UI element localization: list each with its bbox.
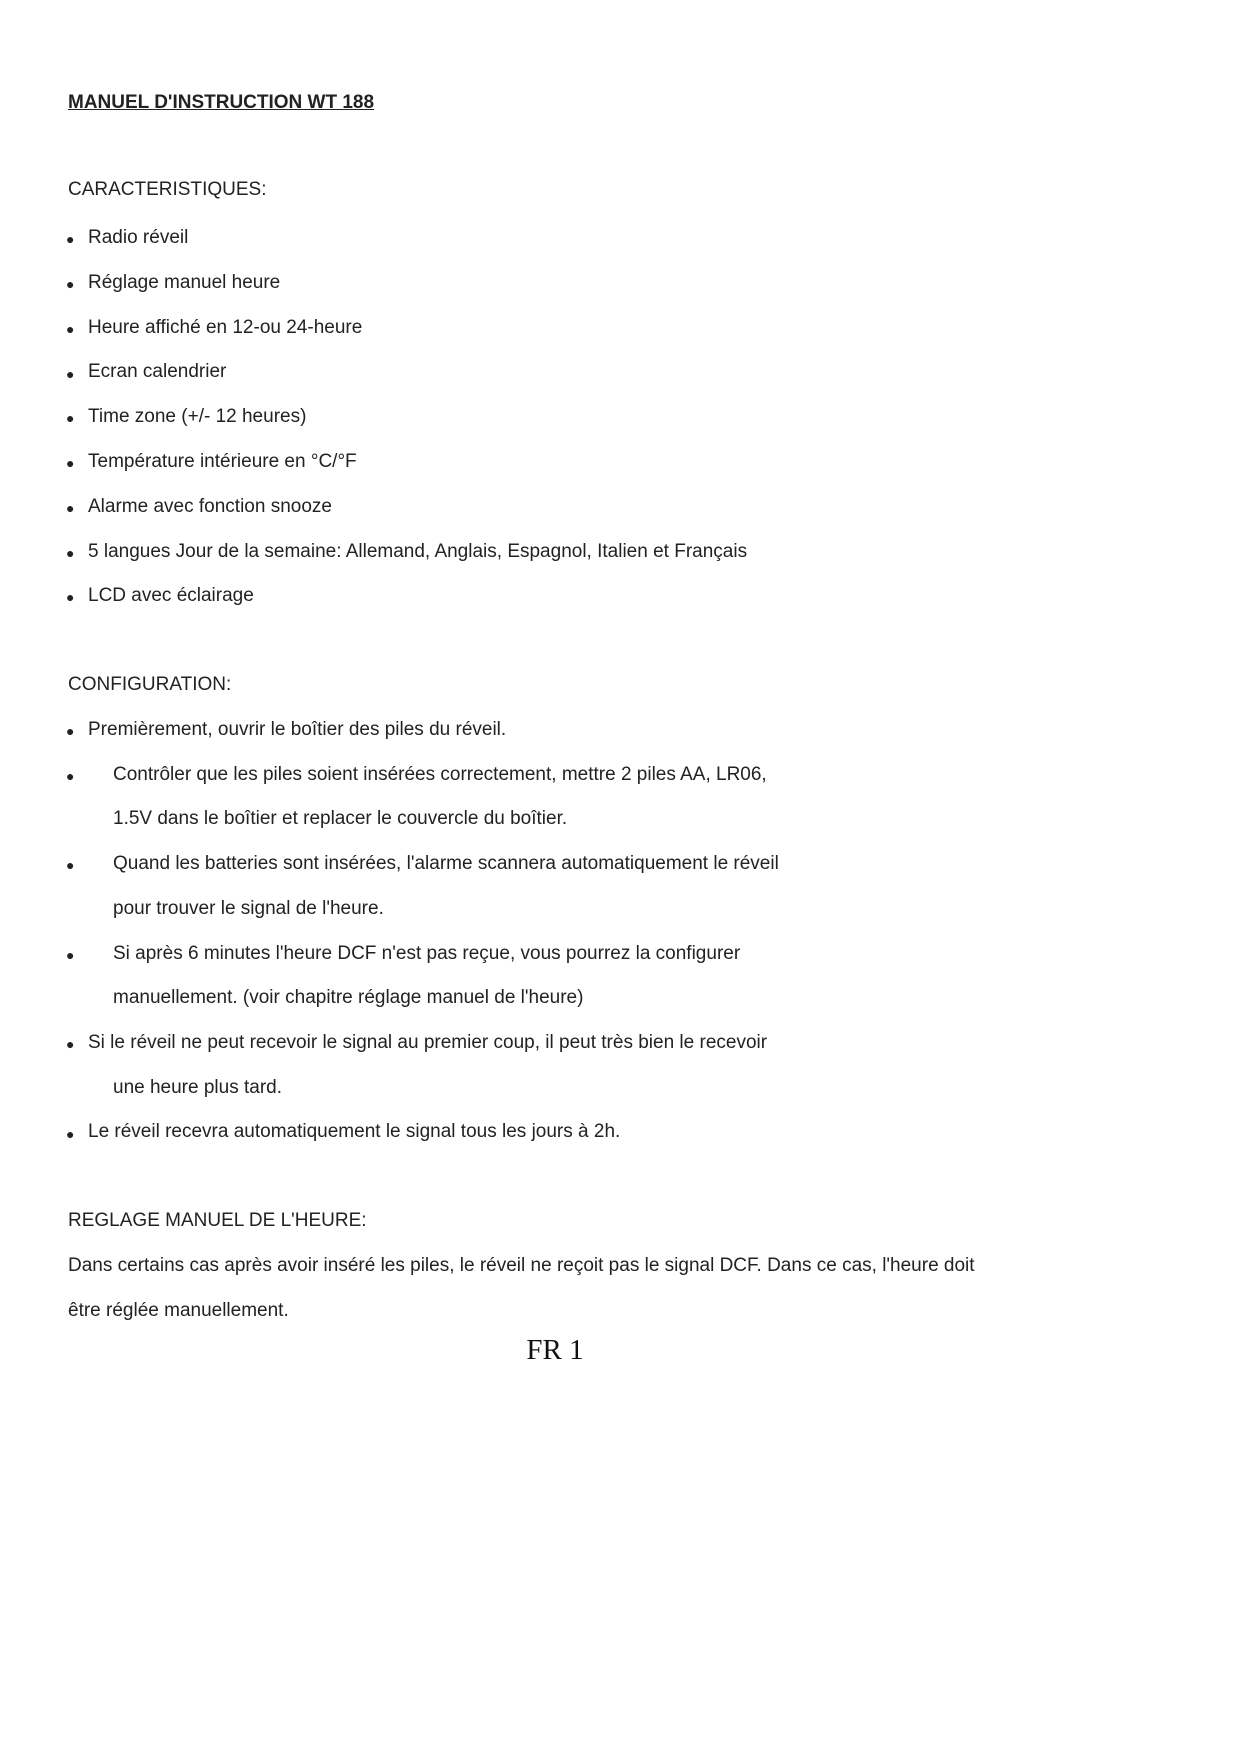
feature-item: Heure affiché en 12-ou 24-heure xyxy=(88,317,363,338)
feature-item: 5 langues Jour de la semaine: Allemand, Anglais, Espagnol, Italien et Français xyxy=(88,541,748,562)
bullet-icon: ● xyxy=(66,366,75,382)
bullet-icon: ● xyxy=(66,500,75,516)
config-item-continuation: pour trouver le signal de l'heure. xyxy=(113,898,384,919)
config-item-continuation: 1.5V dans le boîtier et replacer le couvercle du boîtier. xyxy=(113,808,568,829)
config-item-continuation: une heure plus tard. xyxy=(113,1077,283,1098)
config-item: Contrôler que les piles soient insérées correctement, mettre 2 piles AA, LR06, xyxy=(113,764,767,785)
bullet-icon: ● xyxy=(66,545,75,561)
features-heading: CARACTERISTIQUES: xyxy=(68,179,267,200)
config-item: Premièrement, ouvrir le boîtier des piles du réveil. xyxy=(88,719,507,740)
bullet-icon: ● xyxy=(66,455,75,471)
config-heading: CONFIGURATION: xyxy=(68,674,232,695)
feature-item: Température intérieure en °C/°F xyxy=(88,451,357,472)
feature-item: Time zone (+/- 12 heures) xyxy=(88,406,307,427)
bullet-icon: ● xyxy=(66,589,75,605)
bullet-icon: ● xyxy=(66,723,75,739)
bullet-icon: ● xyxy=(66,321,75,337)
config-item-continuation: manuellement. (voir chapitre réglage manuel de l'heure) xyxy=(113,987,584,1008)
feature-item: Réglage manuel heure xyxy=(88,272,281,293)
manual-heading: REGLAGE MANUEL DE L'HEURE: xyxy=(68,1210,367,1231)
manual-paragraph-line: être réglée manuellement. xyxy=(68,1300,289,1321)
feature-item: Radio réveil xyxy=(88,227,189,248)
manual-paragraph-line: Dans certains cas après avoir inséré les piles, le réveil ne reçoit pas le signal DCF. Dans ce cas, l'heure doit xyxy=(68,1255,975,1276)
config-item: Si le réveil ne peut recevoir le signal au premier coup, il peut très bien le recevoir xyxy=(88,1032,768,1053)
config-item: Quand les batteries sont insérées, l'alarme scannera automatiquement le réveil xyxy=(113,853,779,874)
document-title: MANUEL D'INSTRUCTION WT 188 xyxy=(68,92,375,113)
config-item: Le réveil recevra automatiquement le signal tous les jours à 2h. xyxy=(88,1121,621,1142)
config-item: Si après 6 minutes l'heure DCF n'est pas reçue, vous pourrez la configurer xyxy=(113,943,741,964)
bullet-icon: ● xyxy=(66,1036,75,1052)
bullet-icon: ● xyxy=(66,276,75,292)
bullet-icon: ● xyxy=(66,947,75,963)
bullet-icon: ● xyxy=(66,410,75,426)
feature-item: Ecran calendrier xyxy=(88,361,227,382)
page-number: FR 1 xyxy=(526,1334,584,1366)
feature-item: LCD avec éclairage xyxy=(88,585,254,606)
bullet-icon: ● xyxy=(66,857,75,873)
bullet-icon: ● xyxy=(66,231,75,247)
bullet-icon: ● xyxy=(66,768,75,784)
feature-item: Alarme avec fonction snooze xyxy=(88,496,332,517)
bullet-icon: ● xyxy=(66,1126,75,1142)
